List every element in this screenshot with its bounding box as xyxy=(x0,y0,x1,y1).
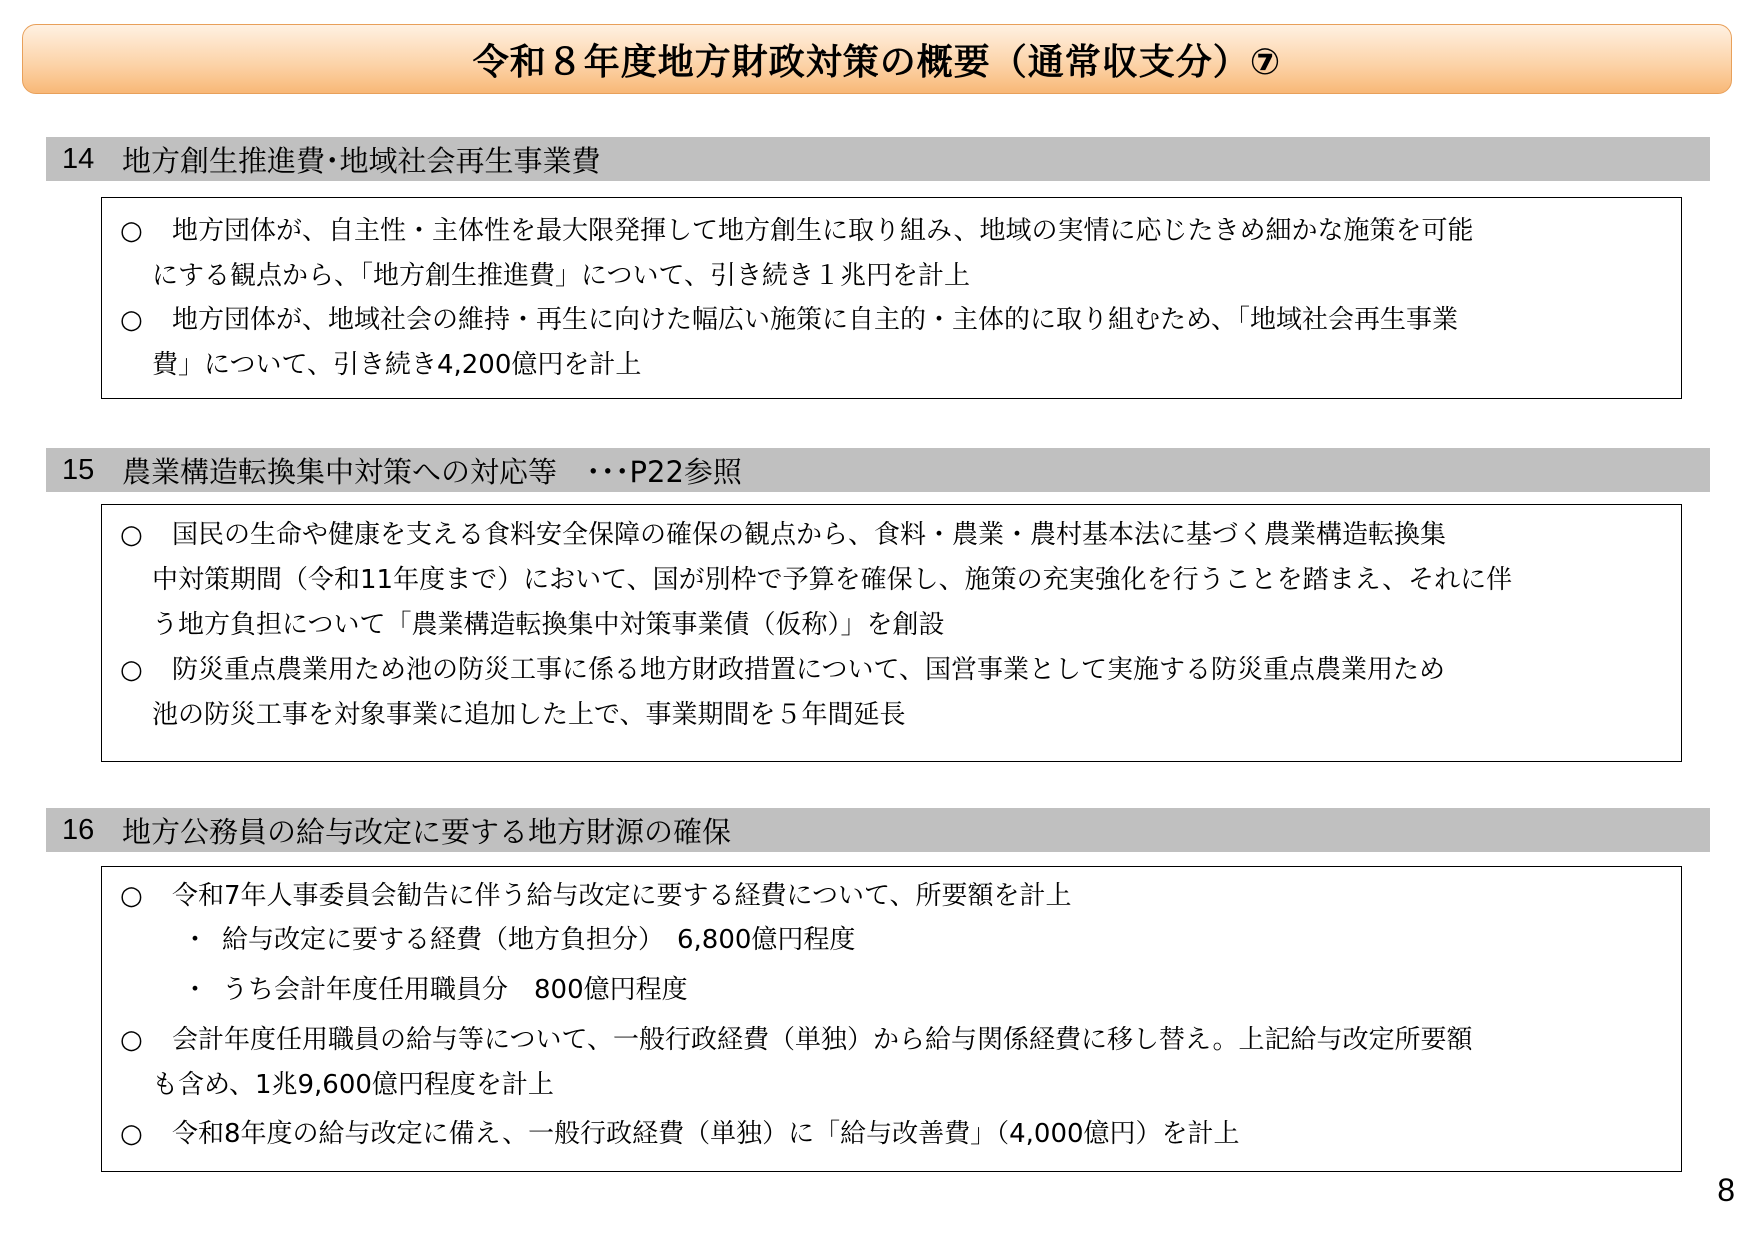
section-box-15 xyxy=(101,504,1682,762)
item-line: 令和8年度の給与改定に備え、一般行政経費（単独）に「給与改善費」（4,000億円）を計上 xyxy=(172,1119,1240,1149)
item-line: 池の防災工事を対象事業に追加した上で、事業期間を５年間延長 xyxy=(152,700,906,730)
section-number: 16 xyxy=(62,813,95,846)
item-line: 防災重点農業用ため池の防災工事に係る地方財政措置について、国営事業として実施する防災重点農業用ため xyxy=(172,655,1445,685)
dot-bullet-icon: ・ xyxy=(182,975,209,1005)
circle-bullet-icon: ○ xyxy=(120,655,143,685)
page-number: 8 xyxy=(1717,1172,1735,1208)
circle-bullet-icon: ○ xyxy=(120,881,143,911)
circle-bullet-icon: ○ xyxy=(120,1119,143,1149)
section-number: 14 xyxy=(62,142,95,175)
item-line: 費」について、引き続き4,200億円を計上 xyxy=(152,350,642,380)
sub-item-text: 給与改定に要する経費（地方負担分） 6,800億円程度 xyxy=(222,925,856,955)
item-line: 地方団体が、自主性・主体性を最大限発揮して地方創生に取り組み、地域の実情に応じたきめ細かな施策を可能 xyxy=(172,216,1474,246)
page-title: 令和８年度地方財政対策の概要（通常収支分）⑦ xyxy=(472,41,1282,83)
section-box-16 xyxy=(101,866,1682,1172)
section-number: 15 xyxy=(62,453,95,486)
sub-item-text: うち会計年度任用職員分 800億円程度 xyxy=(222,975,688,1005)
section-heading: 地方創生推進費･地域社会再生事業費 xyxy=(122,143,601,178)
item-line: 中対策期間（令和11年度まで）において、国が別枠で予算を確保し、施策の充実強化を行うことを踏まえ、それに伴 xyxy=(152,565,1513,595)
section-header-14 xyxy=(46,137,1710,181)
circle-bullet-icon: ○ xyxy=(120,1025,143,1055)
title-banner xyxy=(22,24,1732,94)
circle-bullet-icon: ○ xyxy=(120,216,143,246)
section-heading: 地方公務員の給与改定に要する地方財源の確保 xyxy=(122,814,732,849)
item-line: 令和7年人事委員会勧告に伴う給与改定に要する経費について、所要額を計上 xyxy=(172,881,1072,911)
item-line: 地方団体が、地域社会の維持・再生に向けた幅広い施策に自主的・主体的に取り組むため、「地域社会再生事業 xyxy=(172,305,1458,335)
item-line: にする観点から、「地方創生推進費」について、引き続き１兆円を計上 xyxy=(152,261,970,291)
section-header-15 xyxy=(46,448,1710,492)
item-line: も含め、1兆9,600億円程度を計上 xyxy=(152,1070,554,1100)
section-box-14 xyxy=(101,197,1682,399)
item-line: 会計年度任用職員の給与等について、一般行政経費（単独）から給与関係経費に移し替え。上記給与改定所要額 xyxy=(172,1025,1473,1055)
item-line: 国民の生命や健康を支える食料安全保障の確保の観点から、食料・農業・農村基本法に基づく農業構造転換集 xyxy=(172,520,1447,550)
section-heading: 農業構造転換集中対策への対応等 ･･･P22参照 xyxy=(122,454,742,489)
circle-bullet-icon: ○ xyxy=(120,305,143,335)
item-line: う地方負担について「農業構造転換集中対策事業債（仮称）」を創設 xyxy=(152,610,945,640)
section-header-16 xyxy=(46,808,1710,852)
dot-bullet-icon: ・ xyxy=(182,925,209,955)
circle-bullet-icon: ○ xyxy=(120,520,143,550)
